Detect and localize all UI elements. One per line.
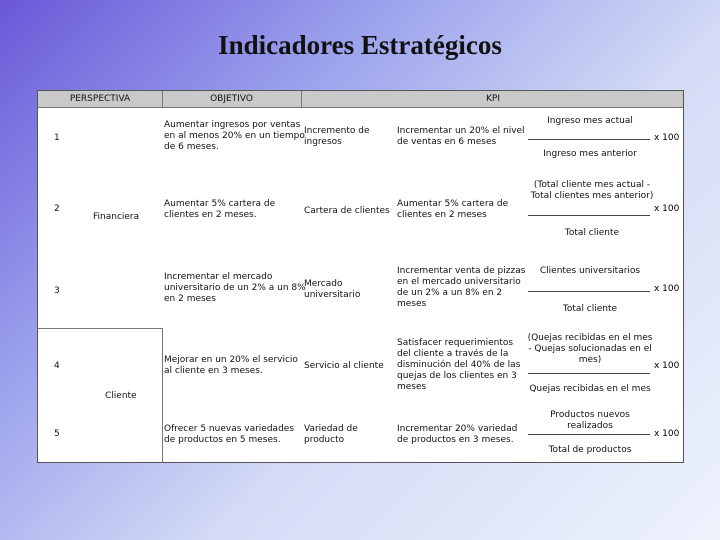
kpi-cell: Mercado universitario: [304, 279, 361, 300]
formula-numerator: (Quejas recibidas en el mes - Quejas solucionadas en el mes): [527, 333, 653, 365]
indicators-table: [37, 90, 684, 463]
objetivo-cell: Aumentar 5% cartera de clientes en 2 meses.: [164, 199, 276, 220]
formula-factor: x 100: [654, 429, 680, 439]
header-objetivo: OBJETIVO: [210, 94, 253, 104]
formula-numerator: Productos nuevos realizados: [550, 410, 630, 431]
meta-cell: Incrementar venta de pizzas en el mercado universitario de un 2% a un 8% en 2 meses: [397, 266, 526, 309]
fraction-line: [528, 373, 650, 374]
formula-factor: x 100: [654, 361, 680, 371]
row-number: 3: [54, 286, 60, 296]
perspective-financiera: Financiera: [93, 212, 140, 222]
formula-denominator: Total cliente: [564, 228, 620, 238]
formula-numerator: Ingreso mes actual: [547, 116, 633, 126]
formula-numerator: Clientes universitarios: [539, 266, 641, 276]
fraction-line: [528, 215, 650, 216]
row-number: 2: [54, 204, 60, 214]
formula-denominator: Quejas recibidas en el mes: [529, 384, 651, 394]
objetivo-cell: Incrementar el mercado universitario de un 2% a un 8% en 2 meses: [164, 272, 306, 304]
meta-cell: Incrementar un 20% el nivel de ventas en 6 meses: [397, 126, 525, 147]
objetivo-cell: Aumentar ingresos por ventas en al menos 20% en un tiempo de 6 meses.: [164, 120, 305, 152]
header-kpi: KPI: [486, 94, 500, 104]
row-number: 5: [54, 429, 60, 439]
row-number: 4: [54, 361, 60, 371]
meta-cell: Satisfacer requerimientos del cliente a través de la disminución del 40% de las quejas de los clientes en 3 meses: [397, 338, 521, 392]
formula-factor: x 100: [654, 284, 680, 294]
objetivo-cell: Mejorar en un 20% el servicio al cliente en 3 meses.: [164, 355, 298, 376]
objetivo-cell: Ofrecer 5 nuevas variedades de productos en 5 meses.: [164, 424, 295, 445]
page-title: Indicadores Estratégicos: [218, 30, 502, 60]
fraction-line: [528, 139, 650, 140]
formula-denominator: Total de productos: [548, 445, 632, 455]
kpi-cell: Cartera de clientes: [304, 206, 390, 216]
formula-numerator: (Total cliente mes actual - Total clientes mes anterior): [530, 180, 654, 201]
perspective-cliente: Cliente: [105, 391, 137, 401]
meta-cell: Aumentar 5% cartera de clientes en 2 meses: [397, 199, 509, 220]
fraction-line: [528, 291, 650, 292]
formula-denominator: Ingreso mes anterior: [543, 149, 637, 159]
kpi-cell: Incremento de ingresos: [304, 126, 370, 147]
fraction-line: [528, 434, 650, 435]
kpi-cell: Servicio al cliente: [304, 361, 384, 371]
formula-factor: x 100: [654, 204, 680, 214]
formula-factor: x 100: [654, 133, 680, 143]
kpi-cell: Variedad de producto: [304, 424, 358, 445]
header-perspectiva: PERSPECTIVA: [69, 94, 131, 104]
meta-cell: Incrementar 20% variedad de productos en 3 meses.: [397, 424, 518, 445]
formula-denominator: Total cliente: [562, 304, 618, 314]
row-number: 1: [54, 133, 60, 143]
